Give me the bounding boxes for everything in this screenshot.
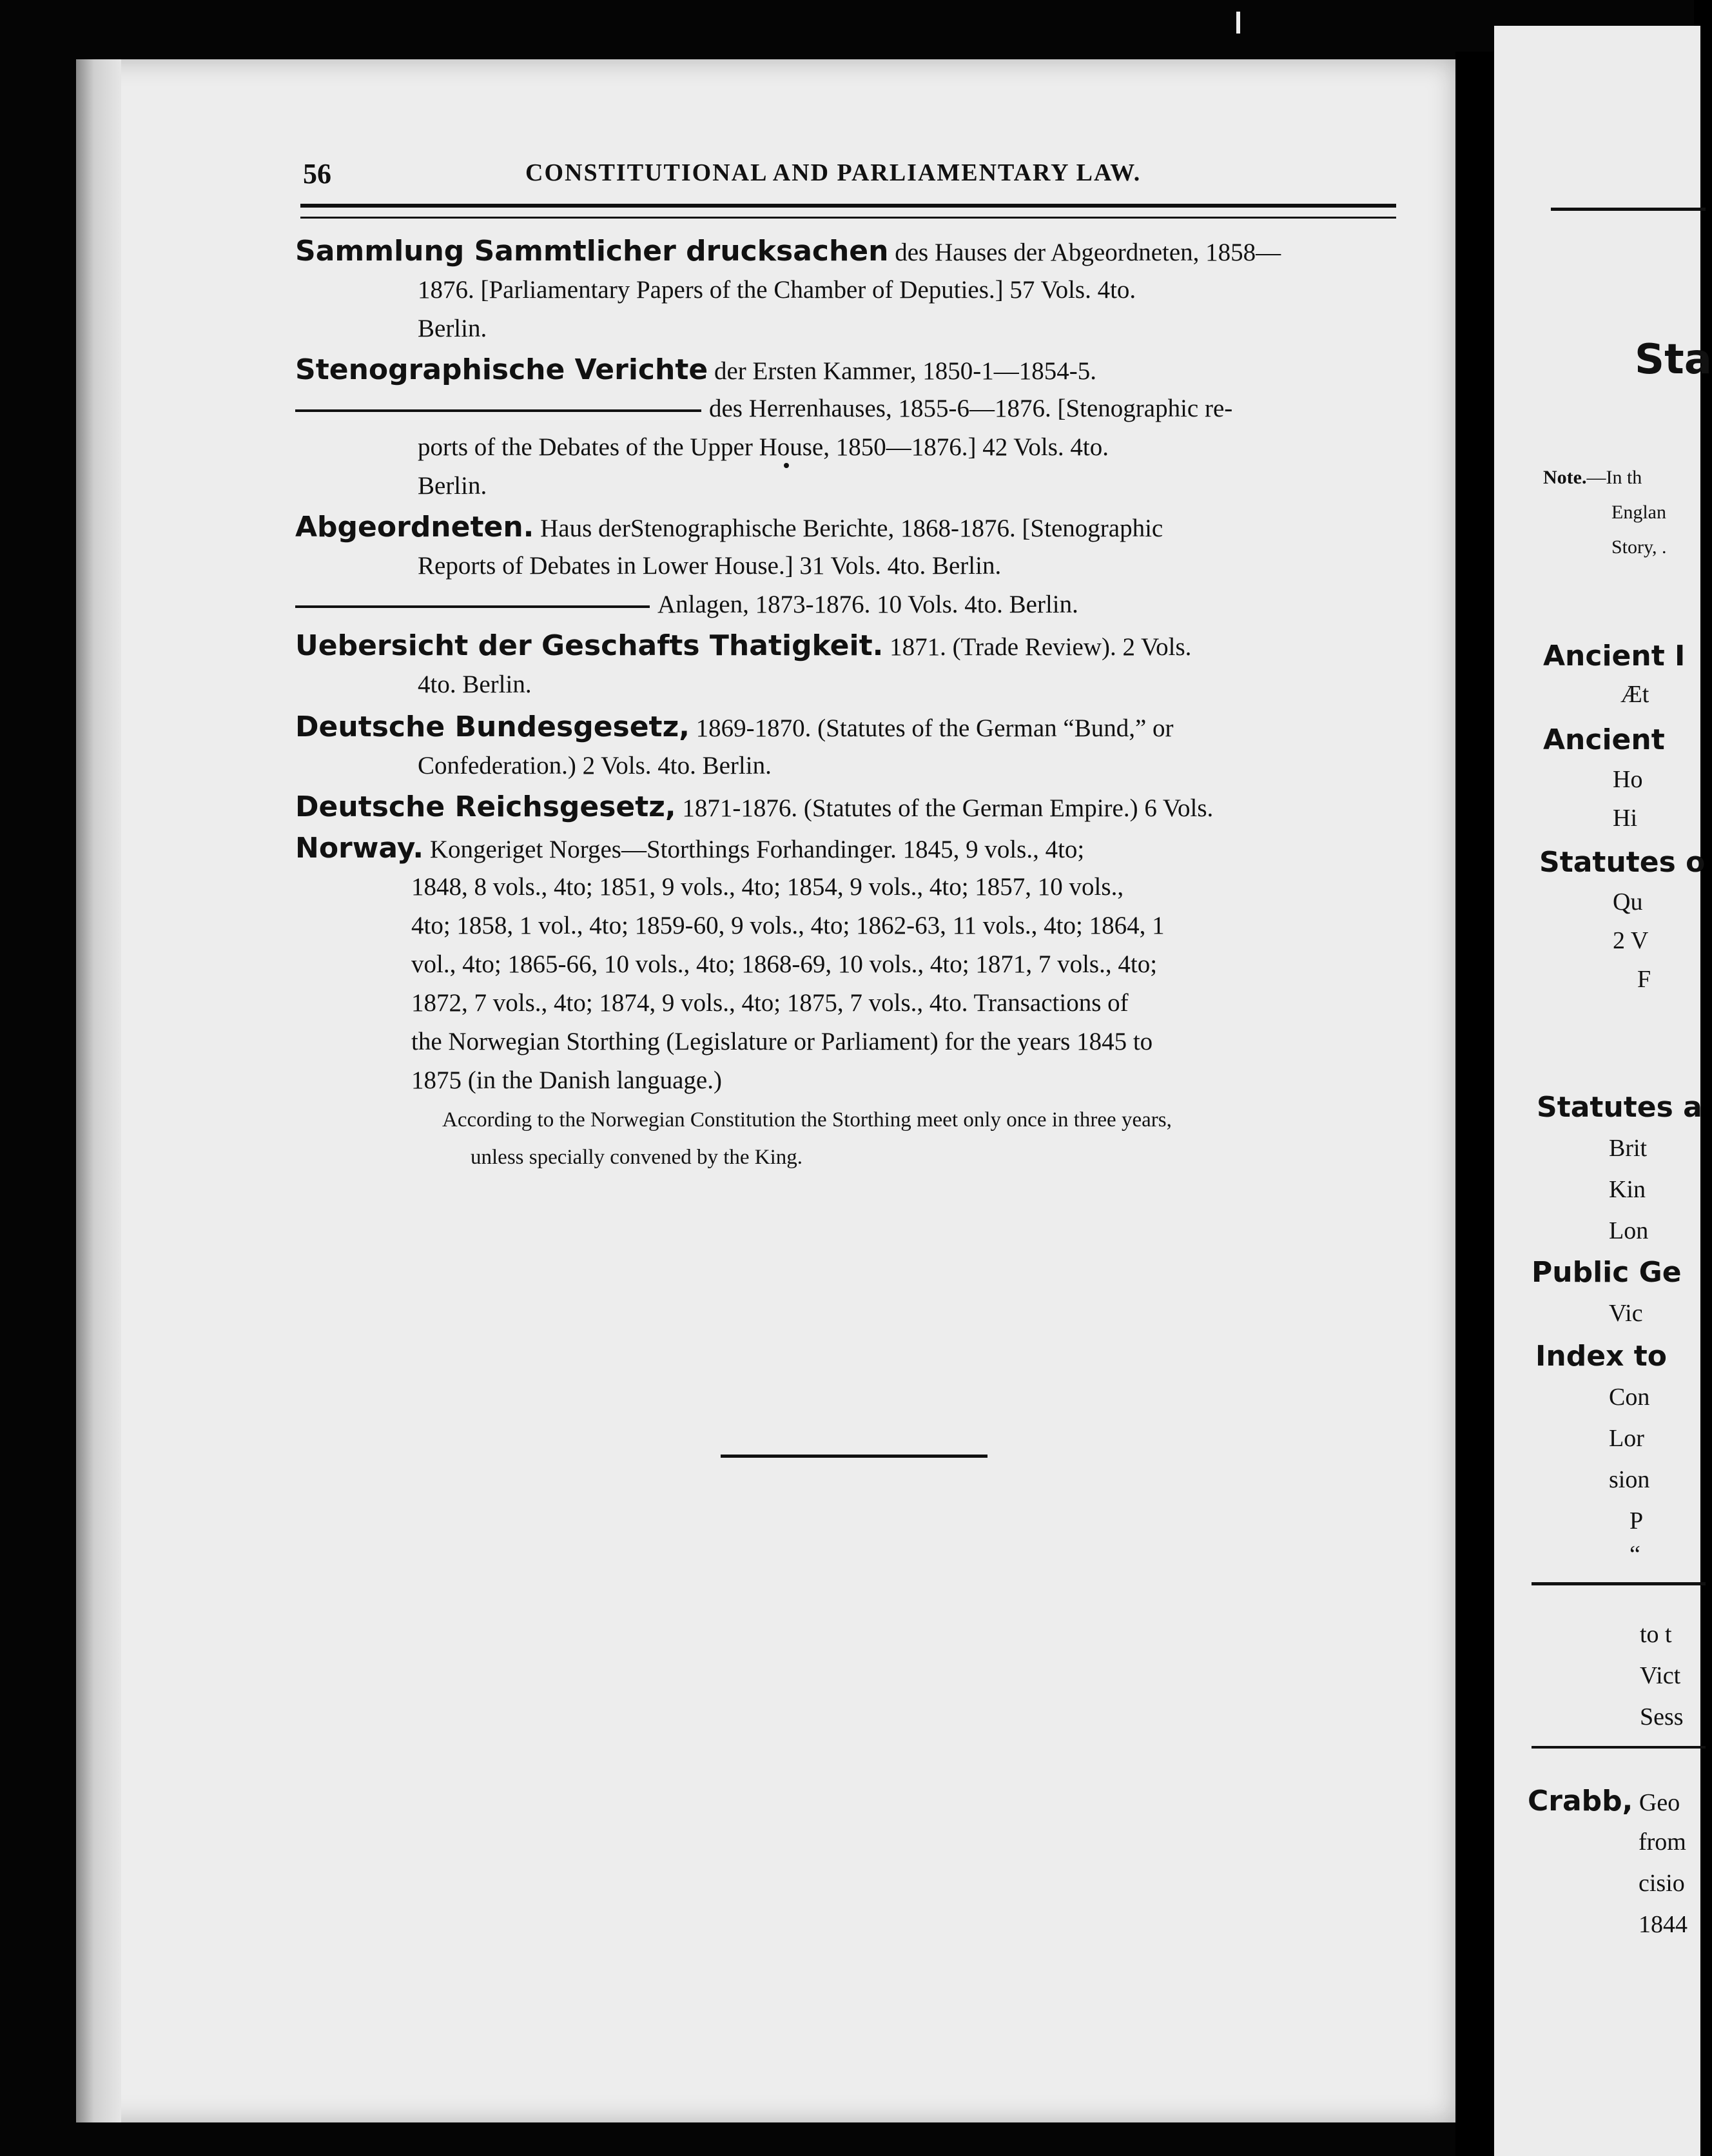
entry-reichsgesetz [295, 788, 1213, 828]
entry-heading: Ancient I [1543, 640, 1686, 672]
entry-text: 1876. [Parliamentary Papers of the Chamber of Deputies.] 57 Vols. 4to. [418, 276, 1136, 304]
entry-text: Reports of Debates in Lower House.] 31 Vols. 4to. Berlin. [418, 552, 1002, 580]
entry-abgeordneten [295, 508, 1163, 548]
footnote: According to the Norwegian Constitution the Storthing meet only once in three years, [442, 1108, 1172, 1132]
entry-text: 1871. (Trade Review). 2 Vols. [890, 633, 1192, 661]
entry-bundesgesetz [295, 708, 1174, 748]
page-stack-edge [76, 59, 121, 2122]
entry-text: Sess [1640, 1703, 1684, 1730]
end-of-section-rule [721, 1455, 987, 1458]
entry-text: Berlin. [418, 315, 487, 342]
entry-text: Vict [1640, 1662, 1681, 1689]
entry-heading: Ancient [1543, 723, 1665, 756]
entry-text: Anlagen, 1873-1876. 10 Vols. 4to. Berlin. [657, 591, 1078, 618]
entry-uebersicht [295, 627, 1191, 667]
entry-text: Con [1609, 1384, 1650, 1411]
note-text: Englan [1611, 502, 1666, 523]
scan-mark [1236, 12, 1240, 34]
entry-text: Kin [1609, 1176, 1646, 1203]
running-head [303, 157, 1192, 190]
entry-text: 1875 (in the Danish language.) [411, 1066, 722, 1094]
entry-crabb: Crabb, Geo [1528, 1785, 1680, 1818]
running-title: CONSTITUTIONAL AND PARLIAMENTARY LAW. [525, 159, 1142, 186]
entry-text: 1848, 8 vols., 4to; 1851, 9 vols., 4to; 1854, 9 vols., 4to; 1857, 10 vols., [411, 873, 1124, 901]
entry-text: 1869-1870. (Statutes of the German “Bund,” or [696, 714, 1174, 742]
entry-text: sion [1609, 1466, 1650, 1493]
entry-text: Lor [1609, 1425, 1644, 1452]
entry-text: des Herrenhauses, 1855-6—1876. [Stenographic re- [709, 395, 1233, 422]
entry-heading: Deutsche Bundesgesetz, [295, 710, 690, 743]
entry-text: 4to. Berlin. [418, 671, 532, 698]
page-number: 56 [303, 158, 331, 190]
note-text: Note.—In th [1543, 467, 1642, 488]
entry-text: ports of the Debates of the Upper House, 1850—1876.] 42 Vols. 4to. [418, 433, 1109, 461]
entry-text: 1872, 7 vols., 4to; 1874, 9 vols., 4to; 1875, 7 vols., 4to. Transactions of [411, 989, 1129, 1017]
entry-text: Confederation.) 2 Vols. 4to. Berlin. [418, 752, 772, 779]
entry-text: der Ersten Kammer, 1850-1—1854-5. [714, 357, 1097, 385]
entry-text: Kongeriget Norges—Storthings Forhandinger. 1845, 9 vols., 4to; [429, 836, 1085, 863]
entry-text: Berlin. [418, 472, 487, 500]
note-text: Story, . [1611, 536, 1667, 558]
stray-dot [784, 463, 789, 468]
entry-heading: Statutes a [1537, 1091, 1702, 1124]
ditto-rule [295, 409, 701, 412]
entry-text: the Norwegian Storthing (Legislature or Parliament) for the years 1845 to [411, 1028, 1153, 1055]
entry-text: Lon [1609, 1217, 1649, 1244]
entry-text: Haus derStenographische Berichte, 1868-1876. [Stenographic [540, 514, 1163, 542]
ditto-rule [295, 605, 650, 608]
entry-text: “ [1629, 1541, 1640, 1568]
entry-text: 4to; 1858, 1 vol., 4to; 1859-60, 9 vols., 4to; 1862-63, 11 vols., 4to; 1864, 1 [411, 912, 1165, 939]
entry-text: Vic [1609, 1300, 1643, 1327]
entry-text: 2 V [1613, 927, 1649, 954]
entry-heading: Sammlung Sammtlicher drucksachen [295, 235, 889, 268]
entry-continuation [295, 585, 1078, 624]
entry-text: P [1629, 1507, 1644, 1534]
header-double-rule [300, 204, 1396, 219]
entry-text: to t [1640, 1621, 1672, 1648]
entry-text: 1871-1876. (Statutes of the German Empire.) 6 Vols. [682, 794, 1214, 822]
entry-heading: Deutsche Reichsgesetz, [295, 790, 676, 823]
entry-heading: Index to [1535, 1340, 1667, 1373]
entry-text: vol., 4to; 1865-66, 10 vols., 4to; 1868-69, 10 vols., 4to; 1871, 7 vols., 4to; [411, 950, 1158, 978]
entry-text: F [1637, 966, 1651, 993]
entry-text: des Hauses der Abgeordneten, 1858— [895, 239, 1281, 266]
entry-sammlung [295, 232, 1281, 272]
book-gutter [1455, 52, 1494, 2156]
section-heading: Sta [1635, 336, 1712, 384]
entry-continuation [295, 389, 1232, 428]
entry-text: Ho [1613, 766, 1643, 793]
entry-heading: Public Ge [1532, 1256, 1682, 1289]
right-page [1494, 26, 1712, 2156]
entry-heading: Uebersicht der Geschafts Thatigkeit. [295, 629, 884, 662]
entry-norway [295, 829, 1084, 869]
entry-text: Æt [1620, 681, 1649, 708]
entry-heading: Norway. [295, 832, 424, 865]
footnote: unless specially convened by the King. [471, 1146, 803, 1169]
entry-text: Brit [1609, 1135, 1648, 1162]
header-rule [1551, 208, 1706, 211]
entry-heading: Abgeordneten. [295, 511, 534, 544]
section-rule [1532, 1582, 1706, 1585]
entry-heading: Stenographische Verichte [295, 353, 708, 386]
entry-text: Hi [1613, 805, 1637, 832]
entry-text: cisio [1639, 1870, 1685, 1897]
section-rule [1532, 1746, 1706, 1749]
entry-stenographische [295, 351, 1096, 391]
entry-text: from [1639, 1828, 1686, 1856]
entry-text: 1844 [1639, 1911, 1688, 1938]
entry-heading: Statutes o [1539, 846, 1706, 879]
entry-text: Qu [1613, 888, 1643, 916]
